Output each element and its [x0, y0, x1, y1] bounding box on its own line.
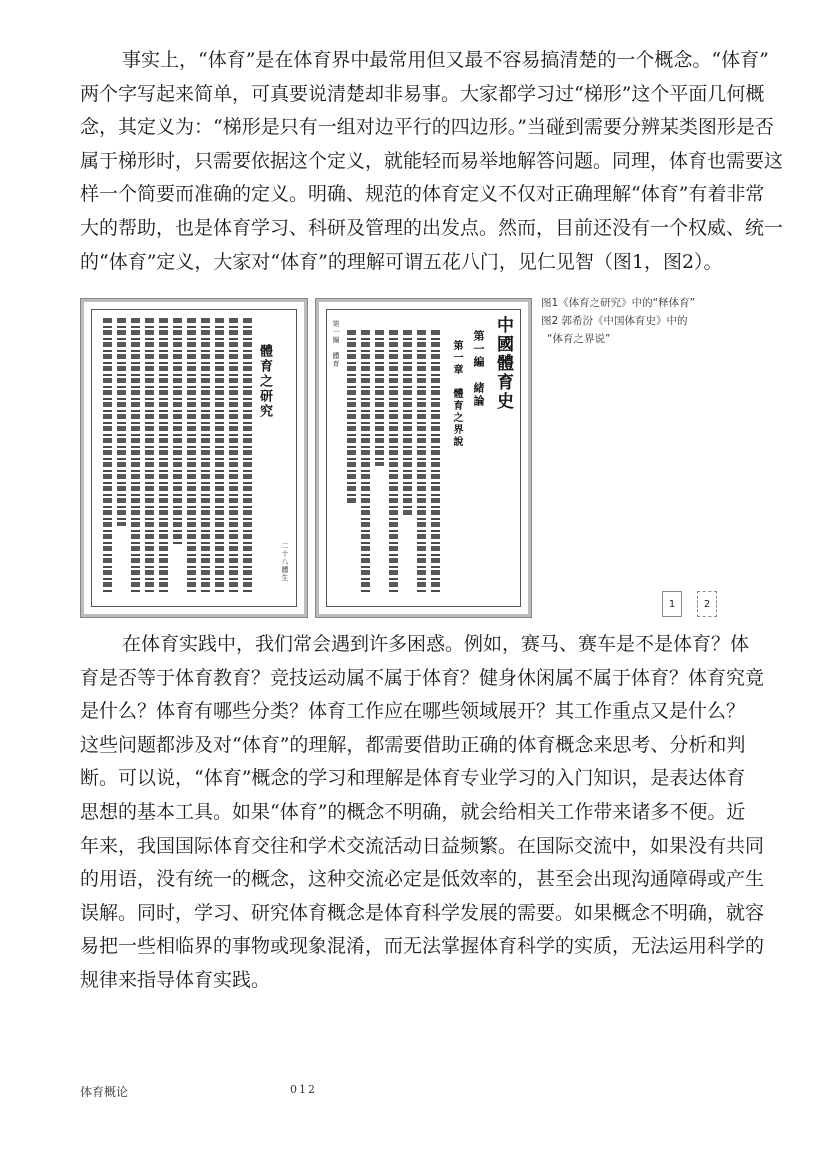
- paragraph-line: 是什么？体育有哪些分类？体育工作应在哪些领域展开？其工作重点又是什么？: [80, 700, 746, 723]
- scan-title: 體育之研究: [257, 344, 272, 419]
- paragraph-line: 思想的基本工具。如果“体育”的概念不明确，就会给相关工作带来诸多不便。近: [80, 800, 746, 823]
- scan-chapter: 第一章 體育之界說: [451, 340, 462, 448]
- paragraph-1: [80, 44, 784, 279]
- paragraph-line: 在体育实践中，我们常会遇到许多困惑。例如，赛马、赛车是不是体育？体: [122, 633, 750, 655]
- scan-title: 中國體育史: [493, 316, 513, 411]
- scan-page-note: 二十八體生: [281, 542, 289, 582]
- scan-frame: [91, 309, 297, 607]
- paragraph-line: 规律来指导体育实践。: [80, 968, 271, 991]
- caption-line: “体育之界说”: [547, 333, 611, 345]
- paragraph-line: 大的帮助，也是体育学习、科研及管理的出发点。然而，目前还没有一个权威、统一: [80, 216, 784, 239]
- paragraph-line: 的用语，没有统一的概念，这种交流必定是低效率的，甚至会出现沟通障碍或产生: [80, 868, 765, 891]
- footer-page-number: 012: [290, 1083, 317, 1096]
- paragraph-line: 样一个简要而准确的定义。明确、规范的体育定义不仅对正确理解“体育”有着非常: [80, 183, 765, 206]
- paragraph-line: 念，其定义为：“梯形是只有一组对边平行的四边形。”当碰到需要分辨某类图形是否: [80, 116, 774, 139]
- figure-pager-1-button[interactable]: 1: [662, 591, 682, 617]
- paragraph-line: 两个字写起来简单，可真要说清楚却非易事。大家都学习过“梯形”这个平面几何概: [80, 82, 765, 105]
- paragraph-line: 的“体育”定义，大家对“体育”的理解可谓五花八门，见仁见智（图1，图2）。: [80, 250, 723, 273]
- paragraph-line: 易把一些相临界的事物或现象混淆，而无法掌握体育科学的实质，无法运用科学的: [80, 935, 765, 958]
- paragraph-line: 误解。同时，学习、研究体育概念是体育科学发展的需要。如果概念不明确，就容: [80, 901, 765, 924]
- scan-page-note: 第一編 體育: [332, 320, 340, 368]
- caption-line: 图1《体育之研究》中的“释体育”: [541, 297, 696, 309]
- paragraph-line: 这些问题都涉及对“体育”的理解，都需要借助正确的体育概念来思考、分析和判: [80, 733, 746, 756]
- paragraph-2: [80, 628, 765, 998]
- paragraph-line: 年来，我国国际体育交往和学术交流活动日益频繁。在国际交流中，如果没有共同: [80, 834, 765, 857]
- caption-line: 图2 郭希汾《中国体育史》中的: [541, 315, 688, 327]
- figure-caption: [541, 294, 741, 348]
- scan-frame: [326, 309, 521, 607]
- paragraph-line: 断。可以说，“体育”概念的学习和理解是体育专业学习的入门知识，是表达体育: [80, 767, 746, 790]
- paragraph-line: 事实上，“体育”是在体育界中最常用但又最不容易搞清楚的一个概念。“体育”: [122, 49, 769, 71]
- footer-book-title: 体育概论: [80, 1085, 129, 1099]
- figure-1-scan: [80, 298, 308, 618]
- paragraph-line: 属于梯形时，只需要依据这个定义，就能轻而易举地解答问题。同理，体育也需要这: [80, 149, 784, 172]
- figure-pager-2-button[interactable]: 2: [697, 591, 717, 617]
- scan-part: 第一編 緒論: [472, 330, 485, 408]
- paragraph-line: 育是否等于体育教育？竞技运动属不属于体育？健身休闲属不属于体育？体育究竟: [80, 666, 765, 689]
- figure-2-scan: [315, 298, 532, 618]
